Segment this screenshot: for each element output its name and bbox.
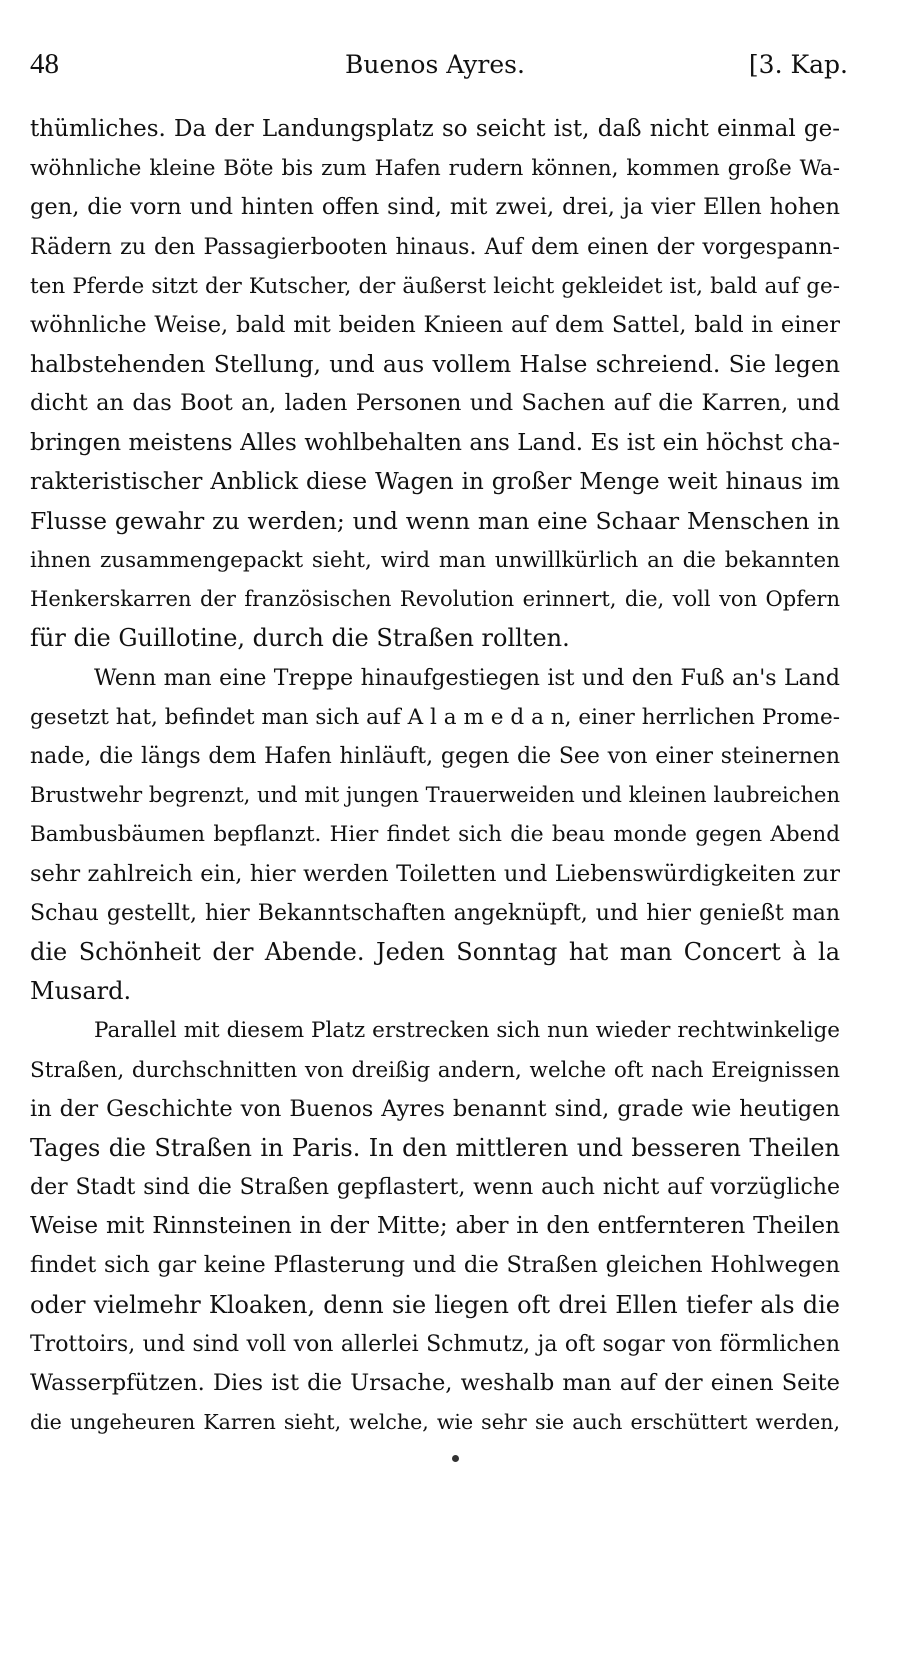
text-line: Brustwehr begrenzt, und mit jungen Trauerweiden und kleinen laubreichen xyxy=(30,783,840,808)
text-line: Flusse gewahr zu werden; und wenn man eine Schaar Menschen in xyxy=(30,506,840,535)
text-line: findet sich gar keine Pflasterung und die Straßen gleichen Hohlwegen xyxy=(30,1252,840,1279)
text-line: Schau gestellt, hier Bekanntschaften angeknüpft, und hier genießt man xyxy=(30,900,840,926)
text-line: thümliches. Da der Landungsplatz so seicht ist, daß nicht einmal ge- xyxy=(30,116,840,142)
text-line: Tages die Straßen in Paris. In den mittleren und besseren Theilen xyxy=(30,1133,840,1162)
text-line: rakteristischer Anblick diese Wagen in großer Menge weit hinaus im xyxy=(30,468,840,495)
text-line: gen, die vorn und hinten offen sind, mit zwei, drei, ja vier Ellen hohen xyxy=(30,194,840,221)
text-line: sehr zahlreich ein, hier werden Toiletten und Liebenswürdigkeiten zur xyxy=(30,860,840,887)
text-line: Bambusbäumen bepflanzt. Hier findet sich die beau monde gegen Abend xyxy=(30,822,840,848)
text-line: in der Geschichte von Buenos Ayres benannt sind, grade wie heutigen xyxy=(30,1095,840,1122)
text-line: Rädern zu den Passagierbooten hinaus. Auf dem einen der vorgespann- xyxy=(30,234,840,260)
text-line: Weise mit Rinnsteinen in der Mitte; aber in den entfernteren Theilen xyxy=(30,1213,840,1240)
text-line: Henkerskarren der französischen Revolution erinnert, die, voll von Opfern xyxy=(30,587,840,612)
text-line: ten Pferde sitzt der Kutscher, der äußerst leicht gekleidet ist, bald auf ge- xyxy=(30,273,840,299)
text-line: wöhnliche Weise, bald mit beiden Knieen auf dem Sattel, bald in einer xyxy=(30,311,840,338)
body-text xyxy=(30,110,840,1442)
text-line: gesetzt hat, befindet man sich auf A l a m e d a n, einer herrlichen Prome- xyxy=(30,704,840,730)
text-line: dicht an das Boot an, laden Personen und Sachen auf die Karren, und xyxy=(30,390,840,417)
chapter-label: [3. Kap. xyxy=(748,50,848,79)
text-line: Straßen, durchschnitten von dreißig andern, welche oft nach Ereignissen xyxy=(30,1057,840,1083)
text-line: oder vielmehr Kloaken, denn sie liegen oft drei Ellen tiefer als die xyxy=(30,1290,840,1319)
page-number: 48 xyxy=(30,48,59,80)
text-line: ihnen zusammengepackt sieht, wird man unwillkürlich an die bekannten xyxy=(30,548,840,574)
text-line: Wenn man eine Treppe hinaufgestiegen ist und den Fuß an's Land xyxy=(94,665,840,691)
running-title: Buenos Ayres. xyxy=(345,50,525,79)
text-line: Trottoirs, und sind voll von allerlei Schmutz, ja oft sogar von förmlichen xyxy=(30,1331,840,1357)
ink-dot xyxy=(452,1455,459,1462)
text-line: Musard. xyxy=(30,977,132,1006)
text-line: die ungeheuren Karren sieht, welche, wie sehr sie auch erschüttert werden, xyxy=(30,1410,840,1435)
text-line: bringen meistens Alles wohlbehalten ans Land. Es ist ein höchst cha- xyxy=(30,429,840,456)
text-line: halbstehenden Stellung, und aus vollem Halse schreiend. Sie legen xyxy=(30,350,840,379)
text-line: der Stadt sind die Straßen gepflastert, wenn auch nicht auf vorzügliche xyxy=(30,1175,840,1201)
page-header xyxy=(30,40,848,92)
text-line: Wasserpfützen. Dies ist die Ursache, weshalb man auf der einen Seite xyxy=(30,1370,840,1396)
text-line: für die Guillotine, durch die Straßen rollten. xyxy=(30,624,570,653)
text-line: wöhnliche kleine Böte bis zum Hafen rudern können, kommen große Wa- xyxy=(30,156,840,182)
text-line: die Schönheit der Abende. Jeden Sonntag hat man Concert à la xyxy=(30,937,840,966)
book-page xyxy=(30,40,848,1442)
text-line: Parallel mit diesem Platz erstrecken sich nun wieder rechtwinkelige xyxy=(94,1018,840,1044)
text-line: nade, die längs dem Hafen hinläuft, gegen die See von einer steinernen xyxy=(30,744,840,769)
